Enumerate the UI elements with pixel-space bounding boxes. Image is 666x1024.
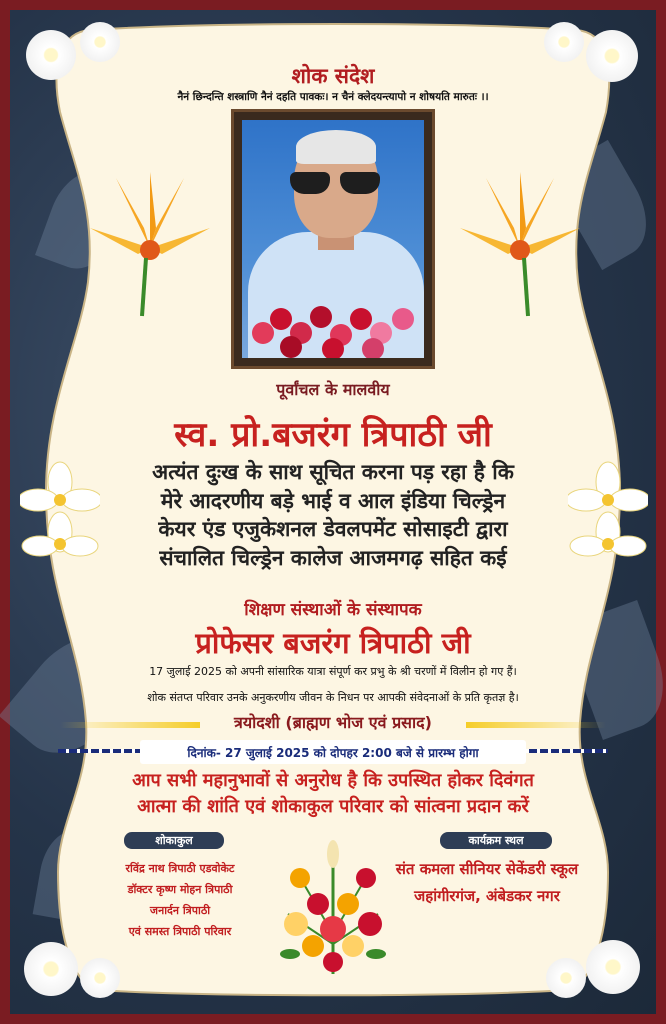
full-name: प्रोफेसर बजरंग त्रिपाठी जी: [195, 626, 471, 660]
portrait-photo: [242, 120, 424, 358]
white-rose-icon: [544, 22, 584, 62]
demise-line: 17 जुलाई 2025 को अपनी सांसारिक यात्रा संपूर्ण कर प्रभु के श्री चरणों में विलीन हो गए हैं।: [149, 665, 517, 678]
gratitude-line: शोक संतप्त परिवार उनके अनुकरणीय जीवन के निधन पर आपकी संवेदनाओं के प्रति कृतज्ञ है।: [147, 691, 519, 704]
date-bar: [140, 740, 526, 764]
decor-dash-right: [518, 749, 608, 753]
decor-dash-left: [58, 749, 148, 753]
body-line: केयर एंड एजुकेशनल डेवलपमेंट सोसाइटी द्वारा: [158, 517, 508, 541]
white-rose-icon: [24, 942, 78, 996]
rose-garland-icon: [252, 296, 422, 358]
mourner-name: रविंद्र नाथ त्रिपाठी एडवोकेट: [125, 862, 235, 875]
ceremony-title: त्रयोदशी (ब्राह्मण भोज एवं प्रसाद): [234, 713, 432, 732]
white-rose-icon: [586, 940, 640, 994]
shloka-line: नैनं छिन्दन्ति शस्त्राणि नैनं दहति पावकः। न चैनं क्लेदयन्त्यापो न शोषयति मारुतः ।।: [177, 91, 489, 103]
mourners-list: [80, 858, 280, 942]
ceremony-date: दिनांक- 27 जुलाई 2025 को दोपहर 2:00 बजे से प्रारम्भ होगा: [187, 746, 479, 760]
portrait-frame: [231, 109, 435, 369]
institutions-line: शिक्षण संस्थाओं के संस्थापक: [244, 600, 422, 620]
body-line: मेरे आदरणीय बड़े भाई व आल इंडिया चिल्ड्रेन: [160, 488, 506, 513]
body-line: अत्यंत दुःख के साथ सूचित करना पड़ रहा है कि: [152, 460, 514, 484]
request-line: आत्मा की शांति एवं शोकाकुल परिवार को सांत्वना प्रदान करें: [137, 796, 529, 817]
deceased-name: स्व. प्रो.बजरंग त्रिपाठी जी: [174, 415, 492, 455]
orange-lily-icon: [86, 168, 214, 318]
white-rose-icon: [546, 958, 586, 998]
request-line: आप सभी महानुभावों से अनुरोध है कि उपस्थित होकर दिवंगत: [132, 770, 534, 791]
venue-label: कार्यक्रम स्थल: [440, 832, 552, 849]
mourner-name: जनार्दन त्रिपाठी: [149, 904, 211, 917]
tribute-body: [0, 458, 666, 572]
tribute-subtitle: पूर्वांचल के मालवीय: [276, 380, 390, 399]
orange-lily-icon: [456, 168, 584, 318]
mourner-name: डॉक्टर कृष्ण मोहन त्रिपाठी: [127, 883, 233, 896]
body-line: संचालित चिल्ड्रेन कालेज आजमगढ़ सहित कई: [159, 545, 507, 570]
venue-line: संत कमला सीनियर सेकेंडरी स्कूल: [395, 860, 579, 878]
poster-title: शोक संदेश: [291, 64, 375, 88]
venue-address: [370, 856, 604, 910]
mourners-label: शोकाकुल: [124, 832, 224, 849]
white-rose-icon: [80, 22, 120, 62]
mourner-name: एवं समस्त त्रिपाठी परिवार: [128, 925, 232, 938]
venue-line: जहांगीरगंज, अंबेडकर नगर: [414, 887, 560, 905]
white-rose-icon: [80, 958, 120, 998]
request-text: [0, 768, 666, 820]
